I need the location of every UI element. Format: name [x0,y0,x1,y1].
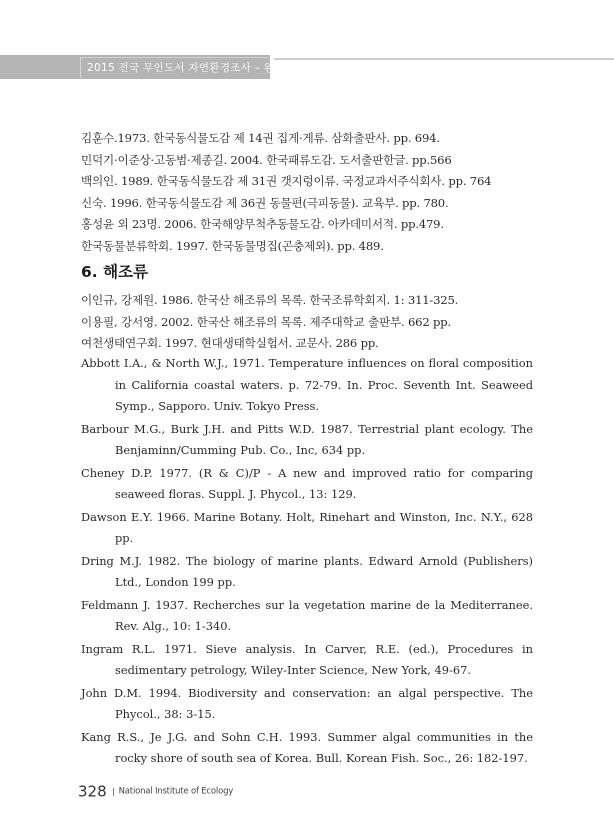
reference-item: Dawson E.Y. 1966. Marine Botany. Holt, Rinehart and Winston, Inc. N.Y., 628 pp. [81,509,533,545]
reference-item: Barbour M.G., Burk J.H. and Pitts W.D. 1987. Terrestrial plant ecology. The Benjaminn/Cumming Pub. Co., Inc, 634 pp. [81,421,533,457]
reference-item: Ingram R.L. 1971. Sieve analysis. In Carver, R.E. (ed.), Procedures in sedimentary petrology, Wiley-Inter Science, New York, 49-67. [81,641,533,677]
page-number: 328 [78,782,107,801]
reference-item: Cheney D.P. 1977. (R & C)/P - A new and improved ratio for comparing seaweed floras. Suppl. J. Phycol., 13: 129. [81,465,533,501]
reference-item: Abbott I.A., & North W.J., 1971. Temperature influences on floral composition in California coastal waters. p. 72-79. In. Proc. Seventh Int. Seaweed Symp., Sapporo. Univ. Tokyo Press. [81,356,533,413]
korean-reference-list [81,128,533,257]
reference-item: Dring M.J. 1982. The biology of marine plants. Edward Arnold (Publishers) Ltd., London 199 pp. [81,553,533,589]
page-footer [78,781,233,801]
reference-item: 홍성윤 외 23명. 2006. 한국해양무척추동물도감. 아카데미서적. pp.479. [81,217,444,231]
footer-organization: National Institute of Ecology [118,786,234,797]
reference-item: John D.M. 1994. Biodiversity and conservation: an algal perspective. The Phycol., 38: 3-15. [81,685,533,721]
running-header-title: 2015 전국 무인도서 자연환경조사 – 완도 권역 [80,57,269,78]
reference-item: 이인규, 강제원. 1986. 한국산 해조류의 목록. 한국조류학회지. 1: 311-325. [81,293,459,307]
reference-item: Kang R.S., Je J.G. and Sohn C.H. 1993. Summer algal communities in the rocky shore of south sea of Korea. Bull. Korean Fish. Soc., 26: 182-197. [81,729,533,765]
header-rule [274,58,614,60]
reference-item: 백의인. 1989. 한국동식물도감 제 31권 갯지렁이류. 국정교과서주식회사. pp. 764 [81,174,492,188]
reference-item: 이용필, 강서영. 2002. 한국산 해조류의 목록. 제주대학교 출판부. 662 pp. [81,314,451,329]
section-heading: 6. 해조류 [81,263,148,281]
reference-item: 김훈수.1973. 한국동식물도감 제 14권 집게·게류. 삼화출판사. pp. 694. [81,131,440,145]
algae-english-reference-list [81,353,533,771]
reference-item: 한국동물분류학회. 1997. 한국동물명집(곤충제외). pp. 489. [81,238,384,253]
algae-korean-reference-list [81,290,533,355]
reference-item: 신숙. 1996. 한국동식물도감 제 36권 동물편(극피동물). 교육부. pp. 780. [81,195,449,210]
reference-item: Feldmann J. 1937. Recherches sur la vegetation marine de la Mediterranee. Rev. Alg., 10: 1-340. [81,597,533,633]
reference-item: 여천생태연구회. 1997. 현대생태학실험서. 교문사. 286 pp. [81,336,379,350]
footer-divider [113,788,114,796]
reference-item: 민덕기·이준상·고동범·제종길. 2004. 한국패류도감. 도서출판한글. pp.566 [81,152,452,167]
